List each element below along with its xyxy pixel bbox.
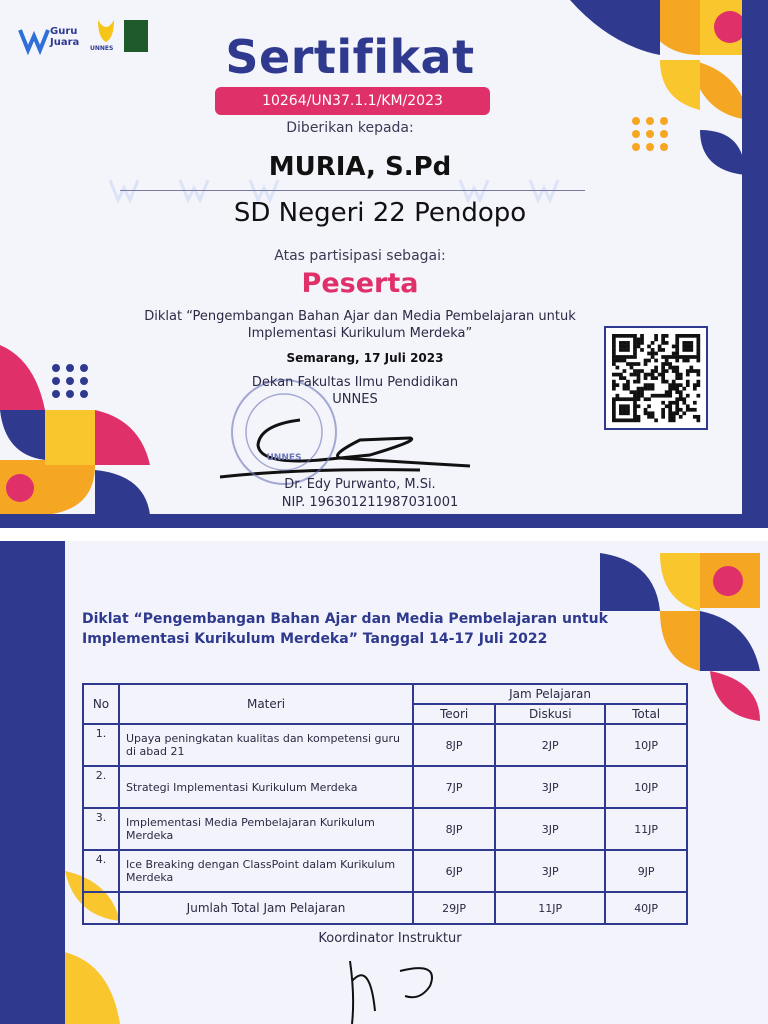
cell-total: 10JP [605, 766, 687, 808]
header-teori: Teori [413, 704, 495, 724]
unnes-logo-label: UNNES [90, 45, 114, 52]
total-diskusi: 11JP [495, 892, 605, 924]
total-row [83, 892, 687, 924]
cell-diskusi: 3JP [495, 850, 605, 892]
dean-title [225, 374, 485, 408]
frame-bottom [0, 514, 768, 528]
header-diskusi: Diskusi [495, 704, 605, 724]
qr-code-icon [604, 326, 708, 430]
cell-no: 2. [83, 766, 119, 808]
certificate-number-badge: 10264/UN37.1.1/KM/2023 [215, 87, 490, 115]
cell-total: 9JP [605, 850, 687, 892]
place-date: Semarang, 17 Juli 2023 [286, 351, 444, 365]
given-to-label: Diberikan kepada: [286, 120, 414, 136]
cell-materi: Ice Breaking dengan ClassPoint dalam Kurikulum Merdeka [119, 850, 413, 892]
cell-teori: 8JP [413, 724, 495, 766]
frame-left [0, 541, 65, 1024]
juara-label: Juara [50, 37, 80, 48]
total-total: 40JP [605, 892, 687, 924]
cell-materi: Upaya peningkatan kualitas dan kompetensi guru di abad 21 [119, 724, 413, 766]
participant-role: Peserta [301, 268, 419, 299]
cell-total: 11JP [605, 808, 687, 850]
cell-teori: 6JP [413, 850, 495, 892]
total-teori: 29JP [413, 892, 495, 924]
guru-label: Guru [50, 26, 78, 37]
total-row-label: Jumlah Total Jam Pelajaran [119, 892, 413, 924]
cell-materi: Implementasi Media Pembelajaran Kurikulum Merdeka [119, 808, 413, 850]
name-divider [120, 190, 585, 191]
coordinator-label: Koordinator Instruktur [318, 931, 462, 946]
recipient-school: SD Negeri 22 Pendopo [233, 198, 527, 228]
dean-line-2: UNNES [332, 392, 378, 407]
signer-name: Dr. Edy Purwanto, M.Si. [284, 477, 436, 492]
signature [220, 420, 470, 477]
seal-label: UNNES [266, 453, 302, 463]
cell-no: 1. [83, 724, 119, 766]
ministry-emblem-icon [124, 20, 148, 52]
header-jam-pelajaran: Jam Pelajaran [413, 684, 687, 704]
hours-title-line-2: Implementasi Kurikulum Merdeka” Tanggal 14-17 Juli 2022 [82, 631, 548, 647]
table-row [83, 724, 687, 766]
event-line-1: Diklat “Pengembangan Bahan Ajar dan Media Pembelajaran untuk [144, 309, 576, 324]
unnes-logo-icon [94, 18, 118, 44]
cell-diskusi: 3JP [495, 766, 605, 808]
hours-table [82, 683, 688, 925]
event-description [110, 308, 610, 342]
header-total: Total [605, 704, 687, 724]
guru-juara-logo-icon [18, 26, 54, 56]
participation-label: Atas partisipasi sebagai: [274, 248, 446, 264]
cell-diskusi: 3JP [495, 808, 605, 850]
cell-teori: 8JP [413, 808, 495, 850]
dean-line-1: Dekan Fakultas Ilmu Pendidikan [251, 375, 459, 390]
signer-nip: NIP. 196301211987031001 [281, 495, 459, 510]
cell-teori: 7JP [413, 766, 495, 808]
header-logos [18, 18, 158, 58]
hours-page-title [82, 609, 642, 649]
table-body [83, 724, 687, 892]
table-row [83, 808, 687, 850]
hours-title-line-1: Diklat “Pengembangan Bahan Ajar dan Media Pembelajaran untuk [82, 611, 608, 627]
recipient-name: MURIA, S.Pd [268, 152, 452, 182]
event-line-2: Implementasi Kurikulum Merdeka” [247, 326, 473, 341]
header-no: No [83, 684, 119, 724]
cell-diskusi: 2JP [495, 724, 605, 766]
cell-materi: Strategi Implementasi Kurikulum Merdeka [119, 766, 413, 808]
hours-page [0, 541, 768, 1024]
cell-no: 4. [83, 850, 119, 892]
certificate-title: Sertifikat [225, 30, 475, 84]
table-row [83, 766, 687, 808]
header-materi: Materi [119, 684, 413, 724]
cell-total: 10JP [605, 724, 687, 766]
table-row [83, 850, 687, 892]
frame-right [742, 0, 768, 528]
cell-no: 3. [83, 808, 119, 850]
